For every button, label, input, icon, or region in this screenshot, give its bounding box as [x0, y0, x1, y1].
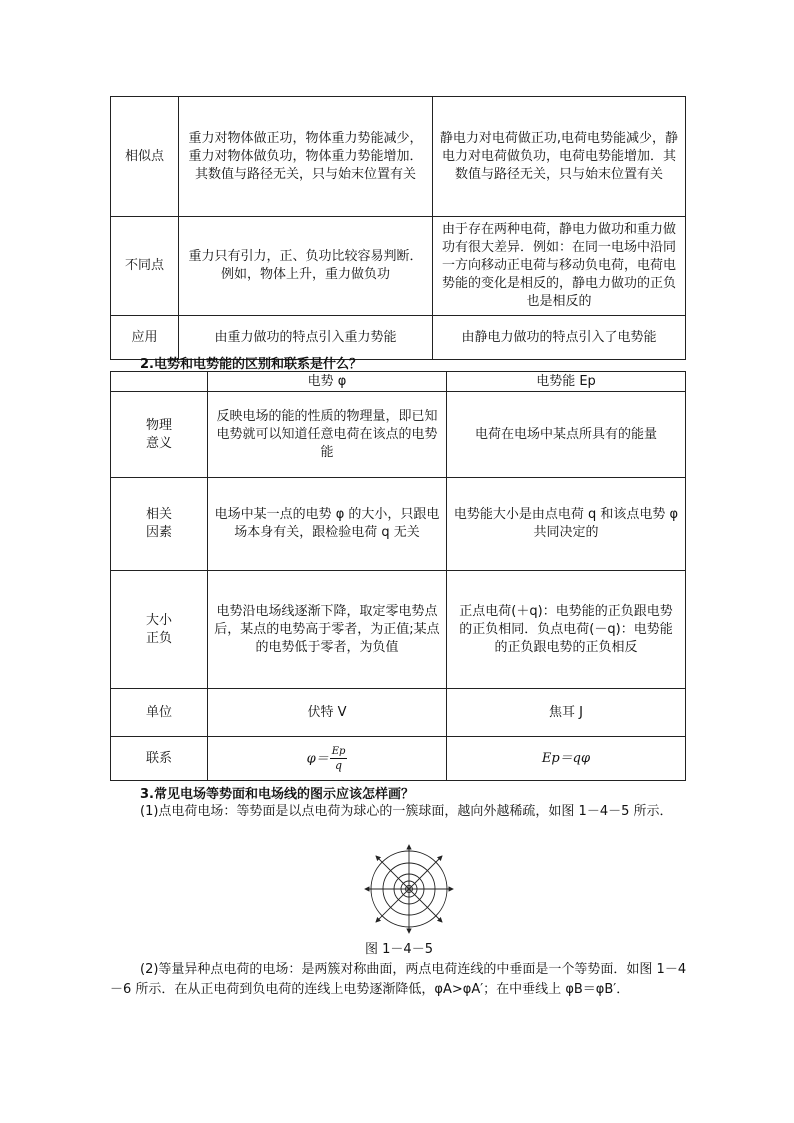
- electric-cell: 由于存在两种电荷，静电力做功和重力做功有很大差异．例如：在同一电场中沿同一方向移动正电荷与移动负电荷，电荷电势能的变化是相反的，静电力做功的正负也是相反的: [433, 217, 686, 316]
- table-row: [111, 478, 686, 571]
- row-label: 相似点: [111, 97, 179, 217]
- comparison-table-2: [110, 371, 686, 781]
- point-charge-dot: [408, 888, 411, 891]
- formula-fraction: [330, 746, 348, 772]
- table-row: [111, 97, 686, 217]
- fraction-denominator: q: [335, 758, 343, 772]
- electric-cell: 静电力对电荷做正功,电荷电势能减少，静电力对电荷做负功，电荷电势能增加．其数值与路径无关，只与始末位置有关: [433, 97, 686, 217]
- header-potential: 电势 φ: [208, 372, 447, 392]
- gravity-cell: 由重力做功的特点引入重力势能: [179, 316, 433, 360]
- header-empty: [111, 372, 208, 392]
- row-label: 相关因素: [111, 478, 208, 571]
- gravity-cell: 重力只有引力，正、负功比较容易判断．例如，物体上升，重力做负功: [179, 217, 433, 316]
- field-line-arrow: [409, 889, 442, 922]
- unit-potential: 伏特 V: [208, 689, 447, 737]
- energy-cell: 电荷在电场中某点所具有的能量: [447, 392, 686, 478]
- electric-cell: 由静电力做功的特点引入了电势能: [433, 316, 686, 360]
- section-heading-3: 3.常见电场等势面和电场线的图示应该怎样画？: [140, 787, 414, 802]
- formula-energy: Ep＝qφ: [447, 737, 686, 781]
- table-row: [111, 392, 686, 478]
- formula-potential: [208, 737, 447, 781]
- field-line-arrow: [376, 889, 409, 922]
- formula-lhs: φ＝: [306, 751, 329, 766]
- gravity-cell: 重力对物体做正功，物体重力势能减少，重力对物体做负功，物体重力势能增加．其数值与路径无关，只与始末位置有关: [179, 97, 433, 217]
- potential-cell: 电场中某一点的电势 φ 的大小，只跟电场本身有关，跟检验电荷 q 无关: [208, 478, 447, 571]
- table-header-row: [111, 372, 686, 392]
- energy-cell: 电势能大小是由点电荷 q 和该点电势 φ 共同决定的: [447, 478, 686, 571]
- header-potential-energy: 电势能 Ep: [447, 372, 686, 392]
- row-label: 物理意义: [111, 392, 208, 478]
- table-row: [111, 217, 686, 316]
- energy-cell: 正点电荷(＋q)：电势能的正负跟电势的正负相同．负点电荷(－q)：电势能的正负跟电势的正负相反: [447, 571, 686, 689]
- potential-cell: 反映电场的能的性质的物理量，即已知电势就可以知道任意电荷在该点的电势能: [208, 392, 447, 478]
- row-label: 大小正负: [111, 571, 208, 689]
- potential-cell: 电势沿电场线逐渐下降，取定零电势点后，某点的电势高于零者，为正值;某点的电势低于零者，为负值: [208, 571, 447, 689]
- point-charge-field-figure: [362, 843, 456, 935]
- field-line-arrow: [409, 856, 442, 889]
- table-row: [111, 571, 686, 689]
- row-label: 不同点: [111, 217, 179, 316]
- fraction-numerator: Ep: [331, 745, 346, 757]
- paragraph-point-charge: (1)点电荷电场：等势面是以点电荷为球心的一簇球面，越向外越稀疏，如图 1－4－5 所示．: [140, 804, 673, 819]
- section-heading-2: 2.电势和电势能的区别和联系是什么？: [140, 357, 362, 372]
- table-row: [111, 689, 686, 737]
- row-label: 应用: [111, 316, 179, 360]
- field-line-arrow: [376, 856, 409, 889]
- table-row: [111, 737, 686, 781]
- row-label: 联系: [111, 737, 208, 781]
- unit-energy: 焦耳 J: [447, 689, 686, 737]
- row-label: 单位: [111, 689, 208, 737]
- comparison-table-1: [110, 96, 686, 360]
- paragraph-dipole-charge: (2)等量异种点电荷的电场：是两簇对称曲面，两点电荷连线的中垂面是一个等势面．如图 1－4－6 所示．在从正电荷到负电荷的连线上电势逐渐降低，φA>φA′；在中垂线上 φB＝φB′．: [110, 962, 687, 997]
- figure-caption: 图 1－4－5: [365, 942, 433, 957]
